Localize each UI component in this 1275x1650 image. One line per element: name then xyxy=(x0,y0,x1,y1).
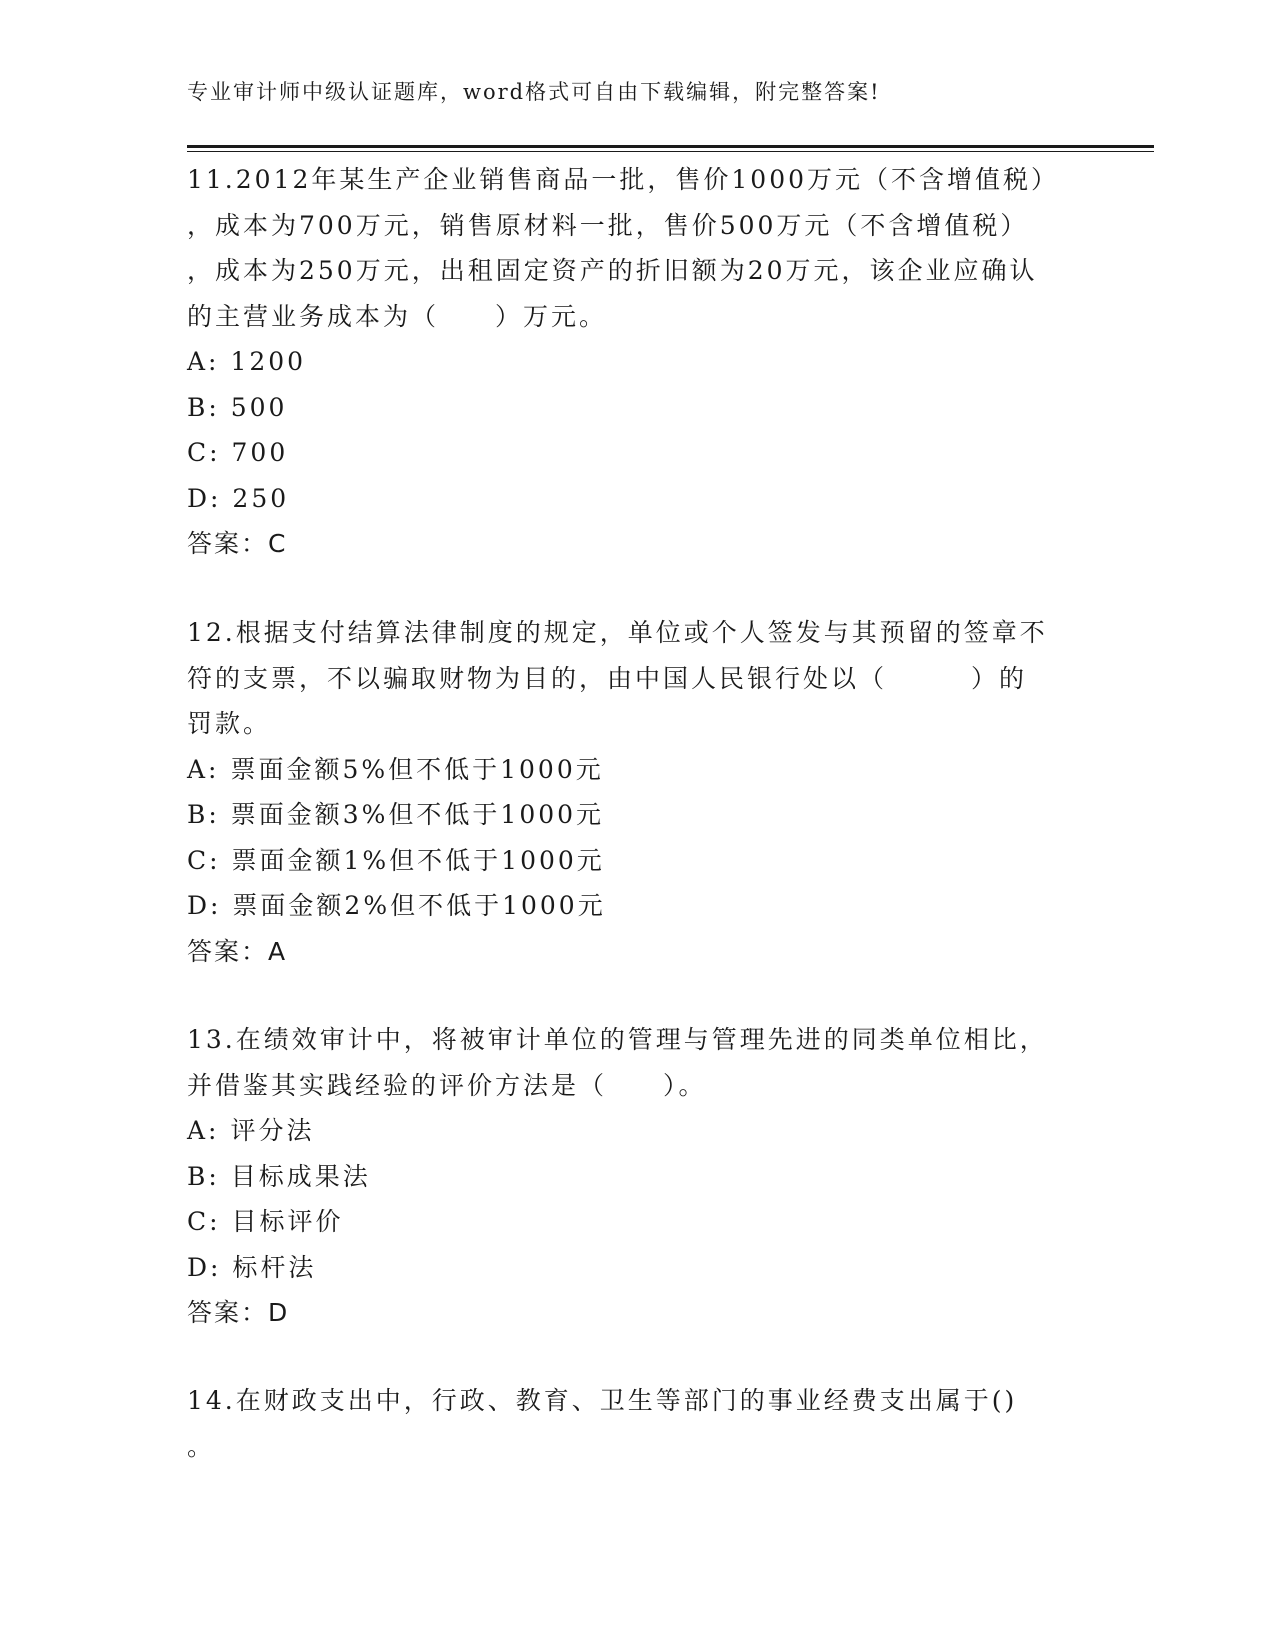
option-c xyxy=(187,430,1087,476)
option-text: 500 xyxy=(230,392,288,422)
page-header: 专业审计师中级认证题库，word格式可自由下载编辑，附完整答案! xyxy=(187,80,881,104)
question-14 xyxy=(187,1378,1087,1469)
question-stem-line: 。 xyxy=(187,1431,216,1461)
question-13 xyxy=(187,1017,1087,1336)
option-a xyxy=(187,339,1087,385)
question-stem-line: 罚款。 xyxy=(187,709,272,738)
option-b xyxy=(187,792,1087,838)
option-c xyxy=(187,1199,1087,1245)
option-d xyxy=(187,1245,1087,1291)
option-label: A: xyxy=(187,347,220,376)
option-text: 票面金额5%但不低于1000元 xyxy=(230,754,604,784)
answer: 答案：A xyxy=(187,936,288,966)
question-stem-line: ，成本为250万元，出租固定资产的折旧额为20万元，该企业应确认 xyxy=(187,256,1038,285)
option-label: B: xyxy=(187,800,220,829)
option-text: 评分法 xyxy=(230,1116,315,1145)
question-stem-line: 的主营业务成本为（ ）万元。 xyxy=(187,301,608,331)
question-stem-line: 并借鉴其实践经验的评价方法是（ ）。 xyxy=(187,1070,707,1100)
option-label: D: xyxy=(187,891,222,920)
option-label: D: xyxy=(187,1252,222,1282)
option-b xyxy=(187,1154,1087,1200)
option-text: 目标评价 xyxy=(231,1207,344,1236)
question-stem-line: ，成本为700万元，销售原材料一批，售价500万元（不含增值税） xyxy=(187,210,1029,240)
option-text: 250 xyxy=(232,483,290,513)
question-stem-line: 14.在财政支出中，行政、教育、卫生等部门的事业经费支出属于() xyxy=(187,1386,1018,1415)
option-text: 票面金额1%但不低于1000元 xyxy=(231,845,605,875)
option-text: 票面金额2%但不低于1000元 xyxy=(232,891,606,920)
option-c xyxy=(187,838,1087,884)
option-label: B: xyxy=(187,1161,220,1191)
option-d xyxy=(187,476,1087,522)
answer: 答案：C xyxy=(187,529,288,558)
header-rule-thin xyxy=(187,151,1154,152)
option-text: 1200 xyxy=(230,347,307,376)
question-12 xyxy=(187,610,1087,974)
option-label: A: xyxy=(187,754,220,784)
option-label: C: xyxy=(187,1207,221,1236)
option-b xyxy=(187,385,1087,431)
question-stem-line: 12.根据支付结算法律制度的规定，单位或个人签发与其预留的签章不 xyxy=(187,618,1048,647)
question-stem-line: 11.2012年某生产企业销售商品一批，售价1000万元（不含增值税） xyxy=(187,165,1060,194)
option-label: C: xyxy=(187,438,221,467)
question-stem-line: 符的支票，不以骗取财物为目的，由中国人民银行处以（ ）的 xyxy=(187,663,1028,693)
option-label: D: xyxy=(187,483,222,513)
option-a xyxy=(187,747,1087,793)
option-text: 票面金额3%但不低于1000元 xyxy=(230,800,605,829)
question-11 xyxy=(187,157,1087,567)
answer: 答案：D xyxy=(187,1298,290,1327)
option-label: B: xyxy=(187,392,220,422)
option-text: 标杆法 xyxy=(232,1252,317,1282)
header-rule-thick xyxy=(187,145,1154,148)
option-d xyxy=(187,883,1087,929)
option-a xyxy=(187,1108,1087,1154)
option-text: 目标成果法 xyxy=(230,1161,371,1191)
option-label: A: xyxy=(187,1116,220,1145)
question-stem-line: 13.在绩效审计中，将被审计单位的管理与管理先进的同类单位相比， xyxy=(187,1025,1048,1054)
option-text: 700 xyxy=(231,438,289,467)
option-label: C: xyxy=(187,845,221,875)
